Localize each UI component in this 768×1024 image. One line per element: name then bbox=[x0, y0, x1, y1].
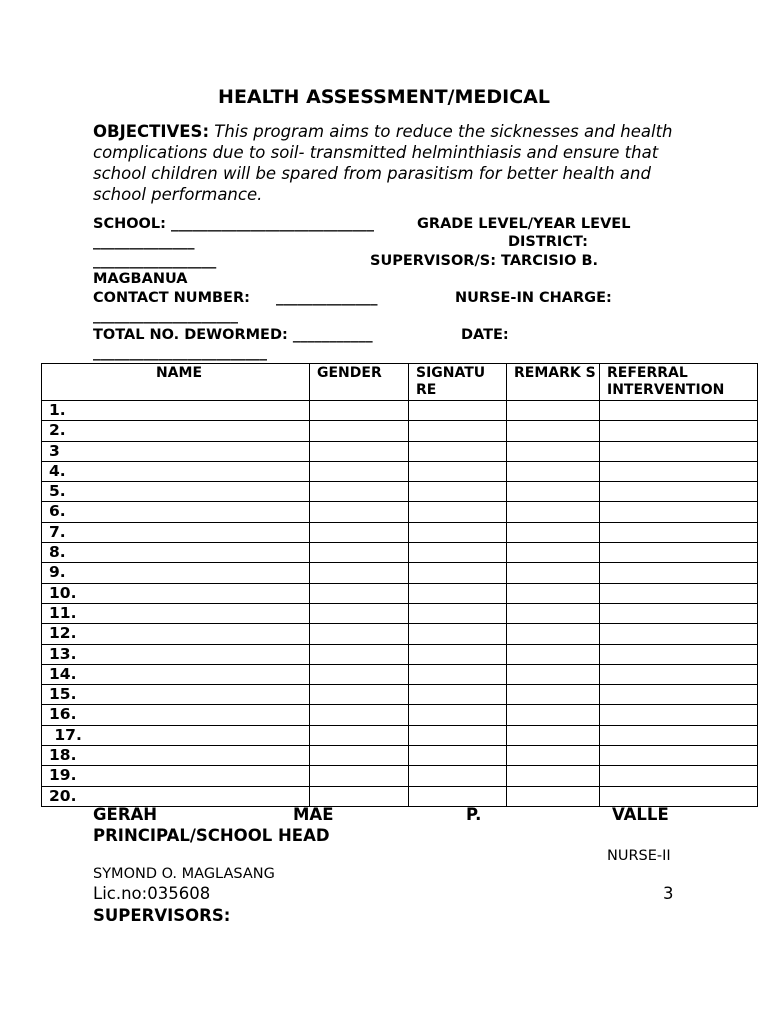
table-row bbox=[42, 543, 758, 563]
table-header-row bbox=[42, 364, 758, 401]
remarks-cell[interactable] bbox=[507, 685, 600, 705]
signature-cell[interactable] bbox=[409, 421, 507, 441]
remarks-cell[interactable] bbox=[507, 644, 600, 664]
gender-cell[interactable] bbox=[310, 502, 409, 522]
referral-cell[interactable] bbox=[600, 624, 758, 644]
nurse-in-charge-label: NURSE-IN CHARGE: bbox=[455, 290, 612, 306]
referral-cell[interactable] bbox=[600, 603, 758, 623]
table-row bbox=[42, 664, 758, 684]
table-row bbox=[42, 766, 758, 786]
remarks-cell[interactable] bbox=[507, 603, 600, 623]
remarks-cell[interactable] bbox=[507, 461, 600, 481]
remarks-cell[interactable] bbox=[507, 705, 600, 725]
name-cell: 7. bbox=[42, 522, 310, 542]
header-signature: SIGNATU RE bbox=[409, 364, 507, 401]
gender-cell[interactable] bbox=[310, 401, 409, 421]
remarks-cell[interactable] bbox=[507, 441, 600, 461]
table-row bbox=[42, 603, 758, 623]
name-cell: 14. bbox=[42, 664, 310, 684]
gender-cell[interactable] bbox=[310, 664, 409, 684]
table-row bbox=[42, 624, 758, 644]
table-row bbox=[42, 685, 758, 705]
table-row bbox=[42, 401, 758, 421]
objectives-label: OBJECTIVES: bbox=[93, 122, 210, 141]
signature-cell[interactable] bbox=[409, 583, 507, 603]
signature-cell[interactable] bbox=[409, 725, 507, 745]
referral-cell[interactable] bbox=[600, 685, 758, 705]
name-cell: 16. bbox=[42, 705, 310, 725]
header-name: NAME bbox=[42, 364, 310, 401]
signature-cell[interactable] bbox=[409, 603, 507, 623]
name-cell: 12. bbox=[42, 624, 310, 644]
table-row bbox=[42, 583, 758, 603]
page-number: 3 bbox=[663, 884, 674, 903]
gender-cell[interactable] bbox=[310, 543, 409, 563]
remarks-cell[interactable] bbox=[507, 482, 600, 502]
table-row bbox=[42, 522, 758, 542]
grade-level-blank: ______________ bbox=[93, 234, 195, 250]
total-dewormed-field: TOTAL NO. DEWORMED: ___________ bbox=[93, 327, 373, 343]
district-blank: _________________ bbox=[93, 253, 217, 269]
supervisor-name-cont: MAGBANUA bbox=[93, 271, 188, 287]
remarks-cell[interactable] bbox=[507, 543, 600, 563]
signature-cell[interactable] bbox=[409, 685, 507, 705]
table-row bbox=[42, 563, 758, 583]
signature-cell[interactable] bbox=[409, 644, 507, 664]
nurse-title: NURSE-II bbox=[607, 848, 671, 864]
principal-title: PRINCIPAL/SCHOOL HEAD bbox=[93, 826, 330, 845]
table-row bbox=[42, 441, 758, 461]
name-cell: 9. bbox=[42, 563, 310, 583]
gender-cell[interactable] bbox=[310, 624, 409, 644]
objectives-text: This program aims to reduce the sicknesses and health complications due to soil- transmitted helminthiasis and ensure that school children will be spared from parasitism for better health and school performance. bbox=[93, 122, 673, 204]
gender-cell[interactable] bbox=[310, 644, 409, 664]
referral-cell[interactable] bbox=[600, 766, 758, 786]
name-cell: 8. bbox=[42, 543, 310, 563]
name-cell: 2. bbox=[42, 421, 310, 441]
table-row bbox=[42, 421, 758, 441]
referral-cell[interactable] bbox=[600, 482, 758, 502]
header-referral-intervention: REFERRAL INTERVENTION bbox=[600, 364, 758, 401]
referral-cell[interactable] bbox=[600, 664, 758, 684]
remarks-cell[interactable] bbox=[507, 583, 600, 603]
gender-cell[interactable] bbox=[310, 563, 409, 583]
signature-cell[interactable] bbox=[409, 502, 507, 522]
gender-cell[interactable] bbox=[310, 746, 409, 766]
supervisors-label: SUPERVISORS: bbox=[93, 906, 231, 925]
signature-cell[interactable] bbox=[409, 543, 507, 563]
table-row bbox=[42, 705, 758, 725]
header-gender: GENDER bbox=[310, 364, 409, 401]
nurse-in-charge-blank: ____________________ bbox=[93, 308, 238, 324]
referral-cell[interactable] bbox=[600, 522, 758, 542]
gender-cell[interactable] bbox=[310, 705, 409, 725]
name-cell: 20. bbox=[42, 786, 310, 806]
name-cell: 6. bbox=[42, 502, 310, 522]
signature-cell[interactable] bbox=[409, 664, 507, 684]
signature-cell[interactable] bbox=[409, 786, 507, 806]
remarks-cell[interactable] bbox=[507, 664, 600, 684]
gender-cell[interactable] bbox=[310, 685, 409, 705]
referral-cell[interactable] bbox=[600, 502, 758, 522]
name-cell: 18. bbox=[42, 746, 310, 766]
referral-cell[interactable] bbox=[600, 461, 758, 481]
name-cell: 17. bbox=[42, 725, 310, 745]
gender-cell[interactable] bbox=[310, 482, 409, 502]
gender-cell[interactable] bbox=[310, 583, 409, 603]
deworming-roster-table bbox=[41, 363, 758, 807]
header-remarks: REMARK S bbox=[507, 364, 600, 401]
gender-cell[interactable] bbox=[310, 603, 409, 623]
gender-cell[interactable] bbox=[310, 421, 409, 441]
remarks-cell[interactable] bbox=[507, 563, 600, 583]
referral-cell[interactable] bbox=[600, 746, 758, 766]
remarks-cell[interactable] bbox=[507, 421, 600, 441]
name-cell: 11. bbox=[42, 603, 310, 623]
date-blank: ________________________ bbox=[93, 345, 267, 361]
school-field: SCHOOL: ____________________________ bbox=[93, 216, 374, 232]
remarks-cell[interactable] bbox=[507, 522, 600, 542]
contact-number-blank: ______________ bbox=[276, 290, 378, 306]
date-label: DATE: bbox=[461, 327, 509, 343]
referral-cell[interactable] bbox=[600, 563, 758, 583]
referral-cell[interactable] bbox=[600, 583, 758, 603]
table-row bbox=[42, 502, 758, 522]
table-row bbox=[42, 746, 758, 766]
signature-cell[interactable] bbox=[409, 482, 507, 502]
principal-initial: P. bbox=[466, 805, 482, 824]
supervisor-field: SUPERVISOR/S: TARCISIO B. bbox=[370, 253, 599, 269]
referral-cell[interactable] bbox=[600, 644, 758, 664]
remarks-cell[interactable] bbox=[507, 725, 600, 745]
table-row bbox=[42, 725, 758, 745]
gender-cell[interactable] bbox=[310, 725, 409, 745]
signature-cell[interactable] bbox=[409, 746, 507, 766]
gender-cell[interactable] bbox=[310, 786, 409, 806]
name-cell: 15. bbox=[42, 685, 310, 705]
signature-cell[interactable] bbox=[409, 624, 507, 644]
license-number: Lic.no:035608 bbox=[93, 884, 211, 903]
name-cell: 10. bbox=[42, 583, 310, 603]
gender-cell[interactable] bbox=[310, 461, 409, 481]
grade-level-label: GRADE LEVEL/YEAR LEVEL bbox=[417, 216, 631, 232]
remarks-cell[interactable] bbox=[507, 786, 600, 806]
remarks-cell[interactable] bbox=[507, 502, 600, 522]
contact-number-label: CONTACT NUMBER: bbox=[93, 290, 250, 306]
signature-cell[interactable] bbox=[409, 522, 507, 542]
signature-cell[interactable] bbox=[409, 766, 507, 786]
principal-middle-name: MAE bbox=[293, 805, 334, 824]
remarks-cell[interactable] bbox=[507, 746, 600, 766]
name-cell: 19. bbox=[42, 766, 310, 786]
document-title: HEALTH ASSESSMENT/MEDICAL bbox=[218, 86, 550, 108]
district-label: DISTRICT: bbox=[508, 234, 588, 250]
signature-cell[interactable] bbox=[409, 461, 507, 481]
name-cell: 3 bbox=[42, 441, 310, 461]
remarks-cell[interactable] bbox=[507, 401, 600, 421]
table-row bbox=[42, 461, 758, 481]
gender-cell[interactable] bbox=[310, 766, 409, 786]
table-row bbox=[42, 644, 758, 664]
signature-cell[interactable] bbox=[409, 401, 507, 421]
remarks-cell[interactable] bbox=[507, 624, 600, 644]
name-cell: 1. bbox=[42, 401, 310, 421]
referral-cell[interactable] bbox=[600, 441, 758, 461]
principal-first-name: GERAH bbox=[93, 805, 158, 824]
signature-cell[interactable] bbox=[409, 563, 507, 583]
objectives-paragraph bbox=[93, 121, 693, 205]
referral-cell[interactable] bbox=[600, 786, 758, 806]
gender-cell[interactable] bbox=[310, 522, 409, 542]
signature-cell[interactable] bbox=[409, 441, 507, 461]
signature-cell[interactable] bbox=[409, 705, 507, 725]
principal-last-name: VALLE bbox=[612, 805, 669, 824]
referral-cell[interactable] bbox=[600, 421, 758, 441]
table-row bbox=[42, 482, 758, 502]
referral-cell[interactable] bbox=[600, 725, 758, 745]
remarks-cell[interactable] bbox=[507, 766, 600, 786]
gender-cell[interactable] bbox=[310, 441, 409, 461]
referral-cell[interactable] bbox=[600, 401, 758, 421]
referral-cell[interactable] bbox=[600, 543, 758, 563]
table-row bbox=[42, 786, 758, 806]
name-cell: 5. bbox=[42, 482, 310, 502]
referral-cell[interactable] bbox=[600, 705, 758, 725]
name-cell: 4. bbox=[42, 461, 310, 481]
name-cell: 13. bbox=[42, 644, 310, 664]
nurse-name: SYMOND O. MAGLASANG bbox=[93, 866, 275, 882]
